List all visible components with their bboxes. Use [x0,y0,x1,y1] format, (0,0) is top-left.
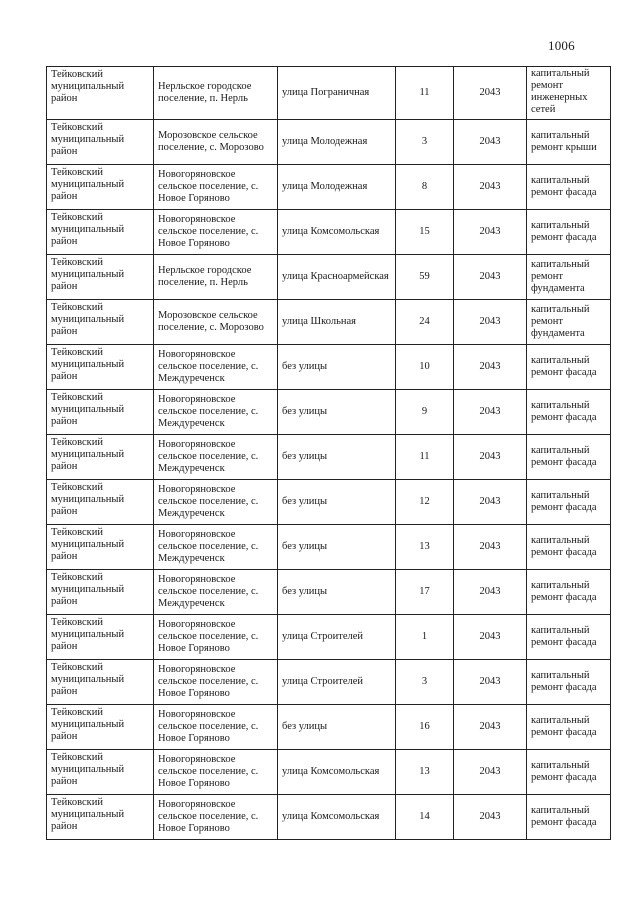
house-number-cell: 11 [396,67,454,120]
table-row [47,480,611,525]
year-cell: 2043 [454,480,527,525]
table-row [47,300,611,345]
year-cell: 2043 [454,435,527,480]
work-type-cell: капитальный ремонт фасада [527,615,611,660]
work-type-cell: капитальный ремонт фасада [527,165,611,210]
house-number-cell: 3 [396,660,454,705]
year-cell: 2043 [454,165,527,210]
work-type-cell: капитальный ремонт фасада [527,345,611,390]
table-row [47,705,611,750]
street-cell: улица Строителей [278,660,396,705]
house-number-cell: 59 [396,255,454,300]
settlement-cell: Новогоряновское сельское поселение, с. Новое Горяново [154,660,278,705]
table-row [47,165,611,210]
work-type-cell: капитальный ремонт фундамента [527,255,611,300]
table-body [47,67,611,840]
work-type-cell: капитальный ремонт крыши [527,120,611,165]
year-cell: 2043 [454,705,527,750]
house-number-cell: 10 [396,345,454,390]
table-row [47,750,611,795]
year-cell: 2043 [454,750,527,795]
street-cell: без улицы [278,390,396,435]
district-cell: Тейковский муниципальный район [47,750,154,795]
district-cell: Тейковский муниципальный район [47,210,154,255]
house-number-cell: 12 [396,480,454,525]
district-cell: Тейковский муниципальный район [47,525,154,570]
settlement-cell: Новогоряновское сельское поселение, с. Междуреченск [154,570,278,615]
settlement-cell: Новогоряновское сельское поселение, с. Новое Горяново [154,165,278,210]
house-number-cell: 13 [396,750,454,795]
work-type-cell: капитальный ремонт фасада [527,210,611,255]
district-cell: Тейковский муниципальный район [47,120,154,165]
street-cell: без улицы [278,435,396,480]
year-cell: 2043 [454,210,527,255]
work-type-cell: капитальный ремонт фасада [527,705,611,750]
year-cell: 2043 [454,67,527,120]
work-type-cell: капитальный ремонт фасада [527,795,611,840]
house-number-cell: 24 [396,300,454,345]
work-type-cell: капитальный ремонт фасада [527,660,611,705]
table-row [47,570,611,615]
table-row [47,210,611,255]
settlement-cell: Новогоряновское сельское поселение, с. Междуреченск [154,435,278,480]
street-cell: улица Молодежная [278,165,396,210]
table-row [47,255,611,300]
street-cell: улица Комсомольская [278,210,396,255]
settlement-cell: Новогоряновское сельское поселение, с. Междуреченск [154,390,278,435]
house-number-cell: 16 [396,705,454,750]
house-number-cell: 9 [396,390,454,435]
settlement-cell: Морозовское сельское поселение, с. Морозово [154,300,278,345]
settlement-cell: Новогоряновское сельское поселение, с. Новое Горяново [154,705,278,750]
street-cell: улица Пограничная [278,67,396,120]
table-row [47,120,611,165]
work-type-cell: капитальный ремонт фасада [527,525,611,570]
district-cell: Тейковский муниципальный район [47,615,154,660]
street-cell: улица Школьная [278,300,396,345]
housing-repair-table [46,66,611,840]
district-cell: Тейковский муниципальный район [47,67,154,120]
district-cell: Тейковский муниципальный район [47,345,154,390]
settlement-cell: Новогоряновское сельское поселение, с. Междуреченск [154,525,278,570]
house-number-cell: 17 [396,570,454,615]
work-type-cell: капитальный ремонт фундамента [527,300,611,345]
table-row [47,67,611,120]
table-row [47,795,611,840]
work-type-cell: капитальный ремонт фасада [527,570,611,615]
year-cell: 2043 [454,300,527,345]
table-row [47,435,611,480]
page-number: 1006 [548,38,575,53]
settlement-cell: Морозовское сельское поселение, с. Морозово [154,120,278,165]
year-cell: 2043 [454,615,527,660]
year-cell: 2043 [454,570,527,615]
district-cell: Тейковский муниципальный район [47,705,154,750]
house-number-cell: 1 [396,615,454,660]
street-cell: без улицы [278,525,396,570]
street-cell: улица Комсомольская [278,795,396,840]
street-cell: без улицы [278,705,396,750]
street-cell: улица Комсомольская [278,750,396,795]
house-number-cell: 14 [396,795,454,840]
district-cell: Тейковский муниципальный район [47,480,154,525]
house-number-cell: 11 [396,435,454,480]
settlement-cell: Новогоряновское сельское поселение, с. Новое Горяново [154,615,278,660]
settlement-cell: Новогоряновское сельское поселение, с. Новое Горяново [154,210,278,255]
street-cell: улица Молодежная [278,120,396,165]
district-cell: Тейковский муниципальный район [47,165,154,210]
work-type-cell: капитальный ремонт фасада [527,480,611,525]
street-cell: улица Красноармейская [278,255,396,300]
settlement-cell: Новогоряновское сельское поселение, с. Междуреченск [154,480,278,525]
year-cell: 2043 [454,525,527,570]
year-cell: 2043 [454,660,527,705]
year-cell: 2043 [454,345,527,390]
table-row [47,660,611,705]
district-cell: Тейковский муниципальный район [47,795,154,840]
table-row [47,615,611,660]
table-row [47,345,611,390]
district-cell: Тейковский муниципальный район [47,435,154,480]
house-number-cell: 3 [396,120,454,165]
settlement-cell: Нерльское городское поселение, п. Нерль [154,255,278,300]
settlement-cell: Новогоряновское сельское поселение, с. Междуреченск [154,345,278,390]
street-cell: без улицы [278,345,396,390]
year-cell: 2043 [454,795,527,840]
work-type-cell: капитальный ремонт фасада [527,435,611,480]
year-cell: 2043 [454,390,527,435]
street-cell: без улицы [278,570,396,615]
settlement-cell: Нерльское городское поселение, п. Нерль [154,67,278,120]
table-row [47,390,611,435]
work-type-cell: капитальный ремонт инженерных сетей [527,67,611,120]
table-row [47,525,611,570]
house-number-cell: 13 [396,525,454,570]
work-type-cell: капитальный ремонт фасада [527,390,611,435]
street-cell: без улицы [278,480,396,525]
settlement-cell: Новогоряновское сельское поселение, с. Новое Горяново [154,795,278,840]
house-number-cell: 15 [396,210,454,255]
street-cell: улица Строителей [278,615,396,660]
year-cell: 2043 [454,120,527,165]
district-cell: Тейковский муниципальный район [47,570,154,615]
house-number-cell: 8 [396,165,454,210]
district-cell: Тейковский муниципальный район [47,660,154,705]
work-type-cell: капитальный ремонт фасада [527,750,611,795]
settlement-cell: Новогоряновское сельское поселение, с. Новое Горяново [154,750,278,795]
district-cell: Тейковский муниципальный район [47,255,154,300]
district-cell: Тейковский муниципальный район [47,390,154,435]
district-cell: Тейковский муниципальный район [47,300,154,345]
year-cell: 2043 [454,255,527,300]
